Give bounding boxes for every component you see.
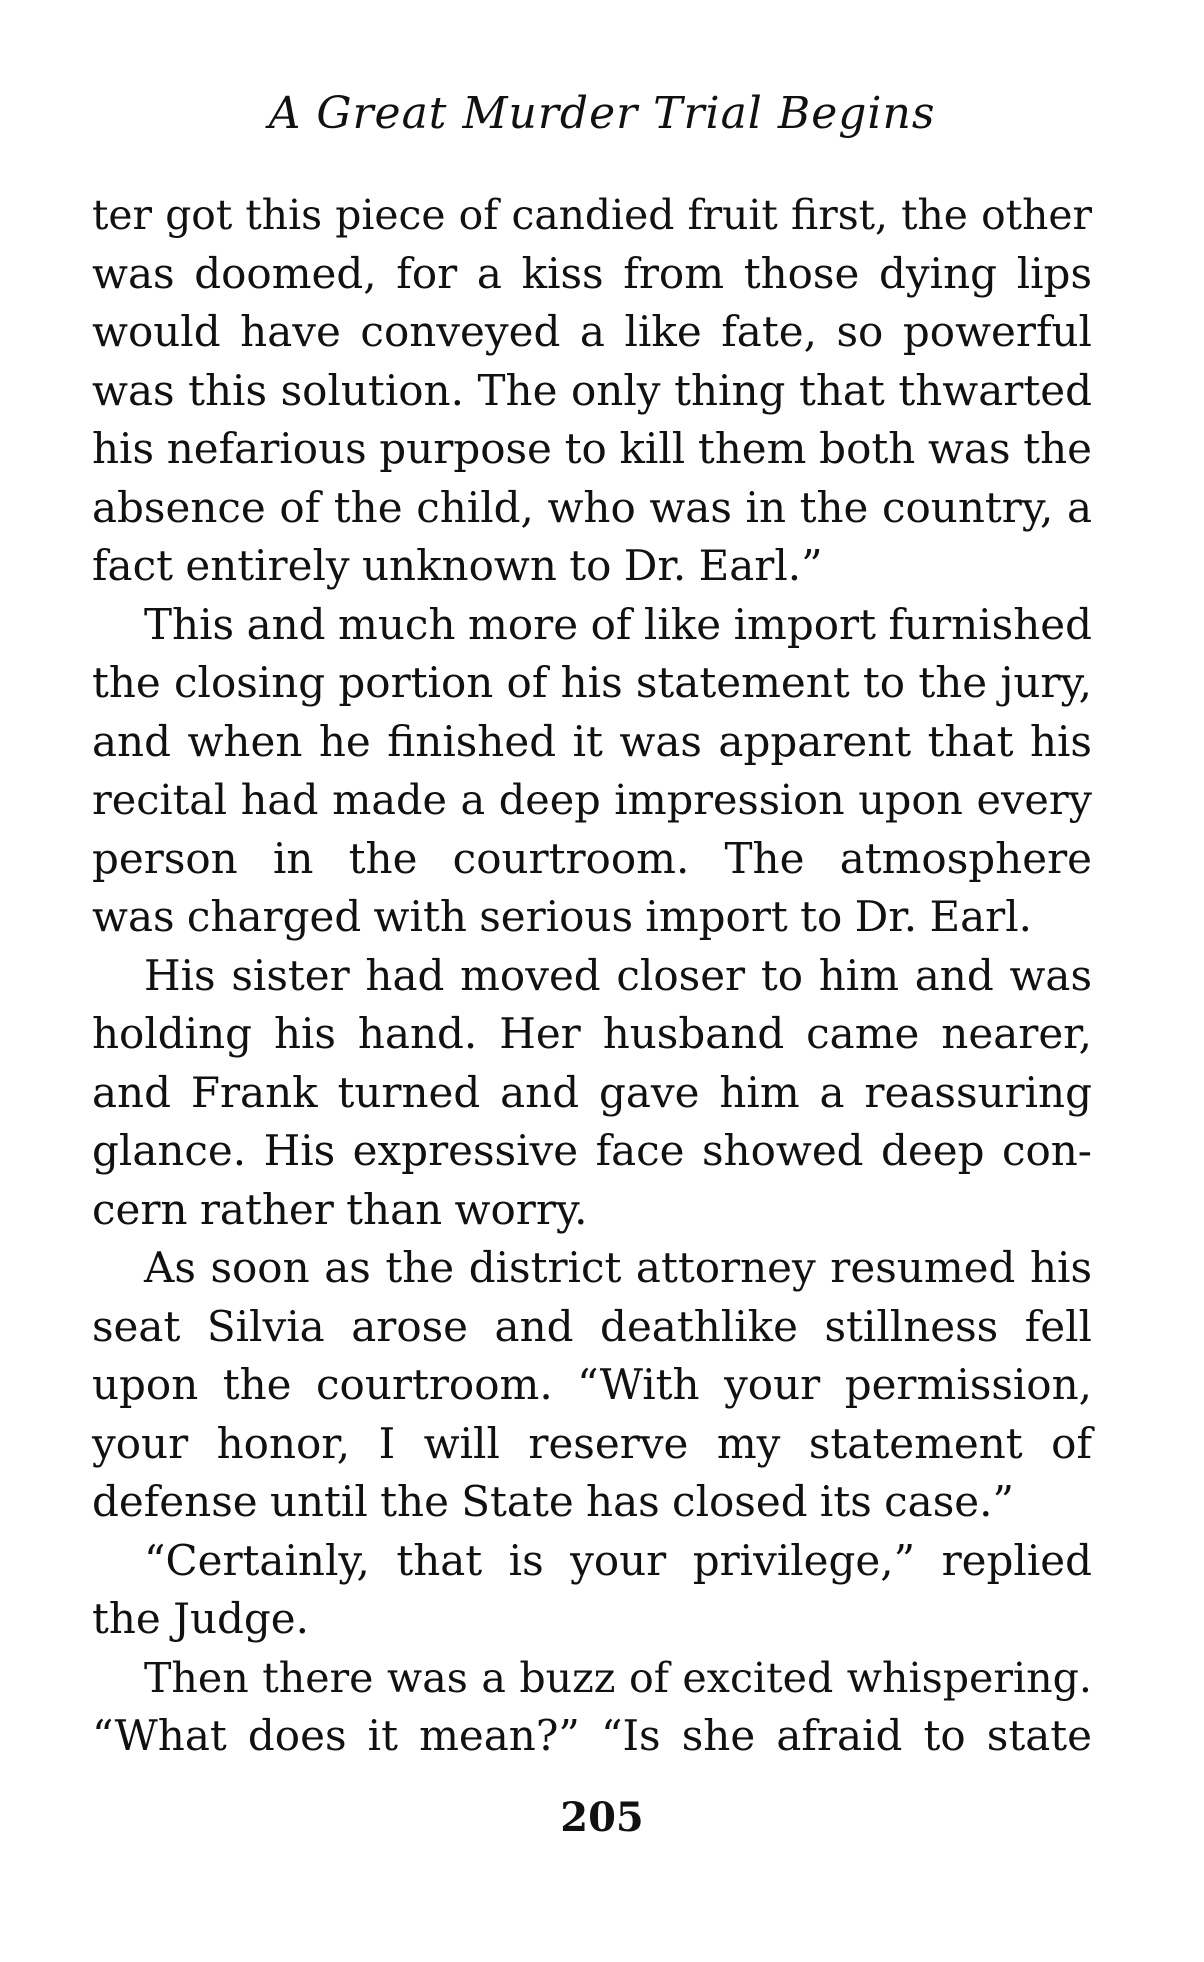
text-line: and when he finished it was apparent that his	[92, 716, 1092, 766]
text-line: As soon as the district attorney resumed his	[144, 1243, 1092, 1292]
text-line: his nefarious purpose to kill them both was the	[92, 424, 1092, 473]
text-line: This and much more of like import furnished	[144, 599, 1092, 649]
text-line: seat Silvia arose and deathlike stillness fell	[92, 1301, 1092, 1351]
text-line: glance. His expressive face showed deep con-	[92, 1126, 1092, 1175]
text-line: defense until the State has closed its case.”	[92, 1477, 1014, 1526]
text-line: cern rather than worry.	[92, 1184, 588, 1234]
text-line: fact entirely unknown to Dr. Earl.”	[92, 541, 823, 590]
running-head: A Great Murder Trial Begins	[268, 88, 936, 139]
text-line: was charged with serious import to Dr. Earl.	[92, 892, 1033, 941]
text-line: His sister had moved closer to him and was	[144, 950, 1092, 1000]
text-line: upon the courtroom. “With your permission,	[92, 1360, 1092, 1409]
page-number: 205	[560, 1794, 644, 1841]
text-line: would have conveyed a like fate, so powerful	[92, 307, 1092, 356]
text-line: recital had made a deep impression upon every	[92, 776, 1092, 824]
text-line: and Frank turned and gave him a reassuring	[92, 1067, 1092, 1117]
text-line: ter got this piece of candied fruit first, the other	[92, 191, 1092, 239]
text-line: Then there was a buzz of excited whispering.	[144, 1653, 1092, 1702]
text-line: “What does it mean?” “Is she afraid to state	[92, 1711, 1092, 1760]
text-line: holding his hand. Her husband came nearer,	[92, 1009, 1092, 1058]
text-line: “Certainly, that is your privilege,” replied	[144, 1535, 1092, 1585]
body-text	[92, 186, 1092, 1766]
text-line: was this solution. The only thing that thwarted	[92, 365, 1092, 415]
text-line: your honor, I will reserve my statement of	[92, 1418, 1092, 1468]
text-line: was doomed, for a kiss from those dying lips	[92, 248, 1092, 298]
text-line: the Judge.	[92, 1594, 309, 1643]
text-line: absence of the child, who was in the country, a	[92, 482, 1092, 532]
text-line: the closing portion of his statement to the jury,	[92, 658, 1092, 707]
text-line: person in the courtroom. The atmosphere	[92, 833, 1092, 883]
